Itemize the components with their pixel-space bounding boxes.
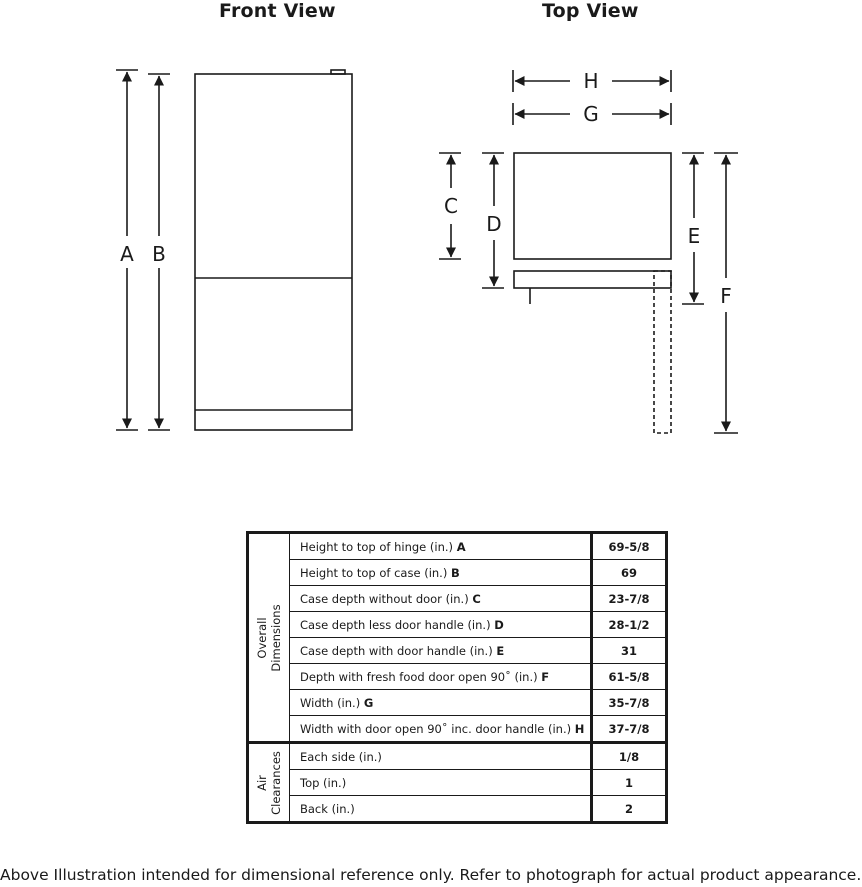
row-label: Each side (in.) bbox=[290, 743, 592, 770]
group-label-overall-dimensions: Overall Dimensions bbox=[255, 603, 283, 672]
row-label: Height to top of hinge (in.) A bbox=[290, 533, 592, 560]
row-value: 31 bbox=[592, 638, 667, 664]
row-label: Width with door open 90˚ inc. door handle (in.) H bbox=[290, 716, 592, 743]
row-label: Width (in.) G bbox=[290, 690, 592, 716]
table-row bbox=[248, 533, 667, 560]
row-value: 61-5/8 bbox=[592, 664, 667, 690]
row-value: 35-7/8 bbox=[592, 690, 667, 716]
row-value: 1 bbox=[592, 770, 667, 796]
group-label-air-clearances: Air Clearances bbox=[255, 750, 283, 815]
top-fridge-outline bbox=[514, 153, 671, 433]
table-row bbox=[248, 716, 667, 743]
dimension-f-label: F bbox=[720, 284, 732, 308]
table-row bbox=[248, 586, 667, 612]
group-cell-overall-dimensions bbox=[248, 533, 290, 743]
row-label: Height to top of case (in.) B bbox=[290, 560, 592, 586]
dimension-g-label: G bbox=[583, 102, 599, 126]
row-value: 1/8 bbox=[592, 743, 667, 770]
group-cell-air-clearances bbox=[248, 743, 290, 823]
dimensions-table bbox=[246, 531, 668, 824]
row-value: 37-7/8 bbox=[592, 716, 667, 743]
table-row bbox=[248, 690, 667, 716]
disclaimer-text: Above Illustration intended for dimensional reference only. Refer to photograph for actual product appearance. bbox=[0, 866, 862, 884]
row-label: Case depth less door handle (in.) D bbox=[290, 612, 592, 638]
table-row bbox=[248, 770, 667, 796]
table-row bbox=[248, 638, 667, 664]
row-label: Top (in.) bbox=[290, 770, 592, 796]
row-value: 69 bbox=[592, 560, 667, 586]
front-view-title: Front View bbox=[219, 0, 336, 22]
table-row bbox=[248, 612, 667, 638]
table-row bbox=[248, 560, 667, 586]
row-label: Depth with fresh food door open 90˚ (in.) F bbox=[290, 664, 592, 690]
row-value: 69-5/8 bbox=[592, 533, 667, 560]
top-view-title: Top View bbox=[542, 0, 639, 22]
front-fridge-outline bbox=[195, 70, 352, 430]
dimension-b-label: B bbox=[152, 242, 166, 266]
row-value: 28-1/2 bbox=[592, 612, 667, 638]
dimension-a-label: A bbox=[120, 242, 134, 266]
table-row bbox=[248, 796, 667, 823]
table-row bbox=[248, 743, 667, 770]
row-label: Case depth with door handle (in.) E bbox=[290, 638, 592, 664]
row-value: 23-7/8 bbox=[592, 586, 667, 612]
dimension-d-label: D bbox=[486, 212, 502, 236]
row-label: Case depth without door (in.) C bbox=[290, 586, 592, 612]
row-value: 2 bbox=[592, 796, 667, 823]
row-label: Back (in.) bbox=[290, 796, 592, 823]
dimension-h-label: H bbox=[583, 69, 599, 93]
table-row bbox=[248, 664, 667, 690]
dimension-e-label: E bbox=[687, 224, 701, 248]
dimension-c-label: C bbox=[444, 194, 458, 218]
